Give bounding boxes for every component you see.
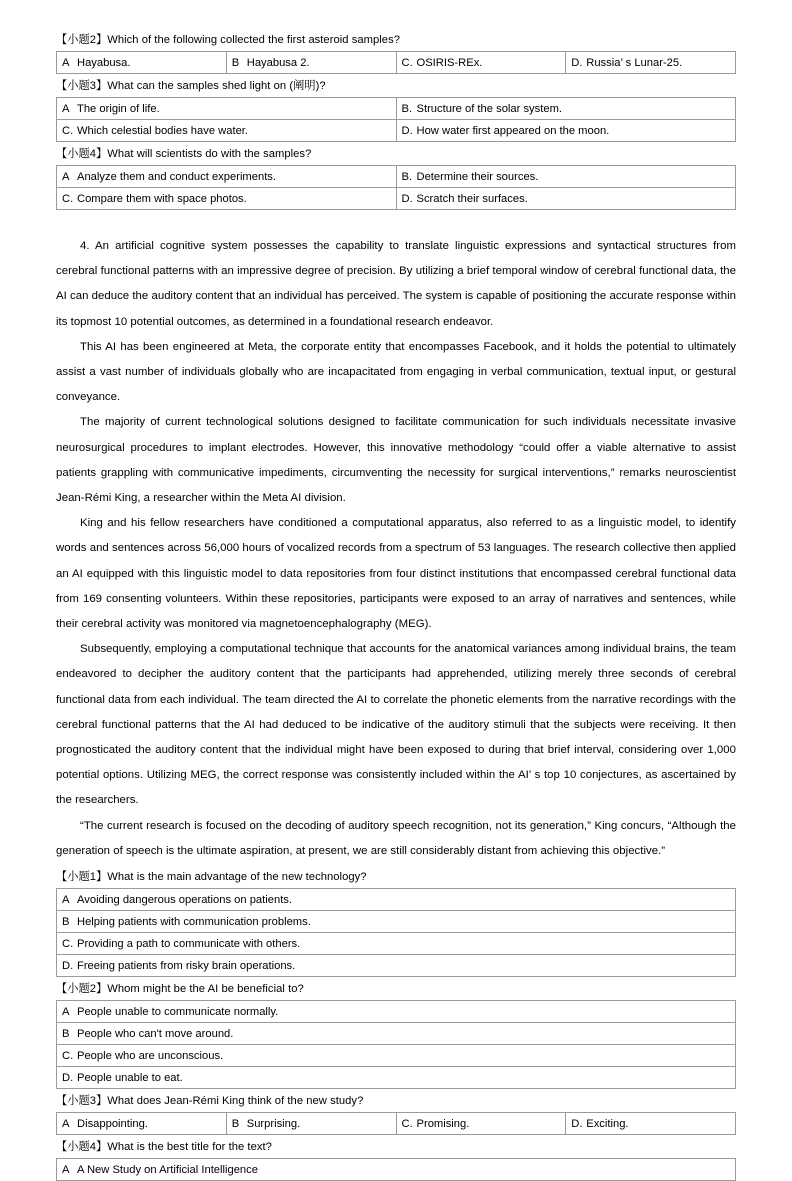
option-text: Disappointing. <box>77 1117 148 1130</box>
option-cell[interactable] <box>57 52 227 74</box>
option-label: B. <box>401 102 413 115</box>
table-row <box>57 188 736 210</box>
option-label: B <box>62 1027 70 1040</box>
passage-paragraph: The majority of current technological solutions designed to facilitate communication for such individuals necessitate invasive neurosurgical procedures to implant electrodes. However, this innovative methodology “could offer a viable alternative to assist patients grappling with communicative impediments, circumventing the necessity for surgical interventions,” remarks neuroscientist Jean-Rémi King, a researcher within the Meta AI division. <box>56 416 736 505</box>
option-cell[interactable] <box>396 52 566 74</box>
option-label: C. <box>62 124 74 137</box>
table-row <box>57 52 736 74</box>
passage-paragraph: This AI has been engineered at Meta, the corporate entity that encompasses Facebook, and it holds the potential to ultimately assist a vast number of individuals globally who are incapacitated from engaging in verbal communication, textual input, or gestural conveyance. <box>56 340 736 404</box>
option-cell[interactable] <box>566 1113 736 1135</box>
option-text: Freeing patients from risky brain operations. <box>77 959 296 972</box>
passage-paragraph: King and his fellow researchers have conditioned a computational apparatus, also referred to as a linguistic model, to identify words and sentences across 56,000 hours of vocalized records from a spectrum of 53 languages. The research collective then applied an AI equipped with this linguistic model to data repositories from four distinct institutions that encompassed cerebral functional data from 169 consenting volunteers. Within these repositories, participants were exposed to an array of narratives and sentences, while their cerebral activity was monitored via magnetoencephalography (MEG). <box>56 517 736 631</box>
option-label: A <box>62 1005 70 1018</box>
table-row <box>57 1023 736 1045</box>
option-cell[interactable] <box>396 1113 566 1135</box>
table-row <box>57 166 736 188</box>
question-stem: 【小题4】What is the best title for the text? <box>56 1141 272 1154</box>
option-text: Russia’ s Lunar-25. <box>586 56 683 69</box>
option-cell[interactable] <box>57 166 397 188</box>
option-label: A <box>62 102 70 115</box>
option-cell[interactable] <box>57 1001 736 1023</box>
option-text: Exciting. <box>586 1117 629 1130</box>
table-row <box>57 1113 736 1135</box>
option-label: C. <box>401 1117 413 1130</box>
option-cell[interactable] <box>396 166 736 188</box>
question-stem: 【小题3】What can the samples shed light on (阐明)? <box>56 80 326 92</box>
option-cell[interactable] <box>57 933 736 955</box>
option-label: D. <box>62 959 74 972</box>
option-label: D. <box>571 56 583 69</box>
option-cell[interactable] <box>57 955 736 977</box>
top-question-block <box>56 30 736 210</box>
option-label: A <box>62 170 70 183</box>
passage-paragraph: Subsequently, employing a computational technique that accounts for the anatomical variances among individual brains, the team endeavored to decipher the auditory content that the participants had apprehended, utilizing merely three seconds of cerebral functional data from each individual. The team directed the AI to correlate the phonetic elements from the narrative recordings with the cerebral functional patterns that the AI had deduced to be indicative of the auditory stimuli that the subjects were receiving. It then prognosticated the auditory content that the individual might have been exposed to during that brief interval, considering over 1,000 potential options. Utilizing MEG, the correct response was consistently included within the AI’ s top 10 conjectures, as ascertained by the researchers. <box>56 643 736 807</box>
option-text: Scratch their surfaces. <box>416 192 528 205</box>
option-cell[interactable] <box>57 1023 736 1045</box>
option-label: A <box>62 56 70 69</box>
table-row <box>57 1067 736 1089</box>
bottom-question-block <box>56 867 736 1181</box>
question-stem: 【小题4】What will scientists do with the samples? <box>56 148 312 160</box>
option-label: B. <box>401 170 413 183</box>
option-text: Surprising. <box>246 1117 301 1130</box>
question-stem: 【小题2】Which of the following collected the first asteroid samples? <box>56 34 400 46</box>
reading-passage <box>56 234 736 864</box>
option-cell[interactable] <box>57 1159 736 1181</box>
option-label: A <box>62 1117 70 1130</box>
table-row <box>57 933 736 955</box>
option-text: People unable to eat. <box>77 1071 183 1084</box>
table-row <box>57 98 736 120</box>
option-text: Compare them with space photos. <box>77 192 247 205</box>
option-label: C. <box>401 56 413 69</box>
table-row <box>57 955 736 977</box>
section-spacer <box>56 212 736 234</box>
option-cell[interactable] <box>396 188 736 210</box>
option-cell[interactable] <box>57 120 397 142</box>
passage-paragraph: “The current research is focused on the decoding of auditory speech recognition, not its generation,” King concurs, “Although the generation of speech is the ultimate aspiration, at present, we are still considerably distant from achieving this objective.” <box>56 819 736 857</box>
option-label: B <box>231 1117 240 1130</box>
options-table <box>56 97 736 142</box>
option-cell[interactable] <box>396 120 736 142</box>
options-table <box>56 1158 736 1181</box>
option-cell[interactable] <box>57 188 397 210</box>
option-label: D. <box>401 124 413 137</box>
option-text: OSIRIS-REx. <box>416 56 483 69</box>
option-cell[interactable] <box>57 1045 736 1067</box>
table-row <box>57 1159 736 1181</box>
option-cell[interactable] <box>57 98 397 120</box>
options-table <box>56 888 736 977</box>
table-row <box>57 120 736 142</box>
table-row <box>57 911 736 933</box>
option-cell[interactable] <box>57 911 736 933</box>
option-cell[interactable] <box>57 889 736 911</box>
option-text: Helping patients with communication problems. <box>77 915 311 928</box>
option-label: B <box>231 56 240 69</box>
options-table <box>56 1112 736 1135</box>
option-cell[interactable] <box>226 1113 396 1135</box>
option-label: A <box>62 1163 70 1176</box>
options-table <box>56 51 736 74</box>
option-cell[interactable] <box>396 98 736 120</box>
option-label: C. <box>62 192 74 205</box>
option-label: C. <box>62 937 74 950</box>
option-text: Analyze them and conduct experiments. <box>77 170 276 183</box>
option-label: C. <box>62 1049 74 1062</box>
table-row <box>57 1045 736 1067</box>
question-stem: 【小题2】Whom might be the AI be beneficial to? <box>56 983 304 996</box>
option-label: D. <box>571 1117 583 1130</box>
options-table <box>56 1000 736 1089</box>
option-label: D. <box>62 1071 74 1084</box>
option-text: Determine their sources. <box>416 170 539 183</box>
option-label: D. <box>401 192 413 205</box>
option-text: Promising. <box>416 1117 470 1130</box>
option-text: How water first appeared on the moon. <box>416 124 610 137</box>
option-cell[interactable] <box>57 1113 227 1135</box>
option-cell[interactable] <box>566 52 736 74</box>
table-row <box>57 889 736 911</box>
table-row <box>57 1001 736 1023</box>
option-text: Hayabusa 2. <box>246 56 310 69</box>
question-stem: 【小题3】What does Jean-Rémi King think of the new study? <box>56 1095 364 1108</box>
option-cell[interactable] <box>57 1067 736 1089</box>
option-text: Which celestial bodies have water. <box>77 124 249 137</box>
option-text: People who are unconscious. <box>77 1049 224 1062</box>
option-text: Providing a path to communicate with others. <box>77 937 301 950</box>
option-text: People who can't move around. <box>77 1027 234 1040</box>
option-label: B <box>62 915 70 928</box>
option-label: A <box>62 893 70 906</box>
passage-paragraph: 4. An artificial cognitive system possesses the capability to translate linguistic expressions and syntactical structures from cerebral functional patterns with an impressive degree of precision. By utilizing a brief temporal window of cerebral functional data, the AI can deduce the auditory content that an individual has perceived. The system is capable of positioning the accurate response within its topmost 10 potential outcomes, as determined in a foundational research endeavor. <box>56 240 736 328</box>
option-cell[interactable] <box>226 52 396 74</box>
option-text: Avoiding dangerous operations on patients. <box>77 893 292 906</box>
option-text: Structure of the solar system. <box>416 102 562 115</box>
question-stem: 【小题1】What is the main advantage of the new technology? <box>56 871 367 884</box>
option-text: People unable to communicate normally. <box>77 1005 279 1018</box>
options-table <box>56 165 736 210</box>
option-text: Hayabusa. <box>77 56 131 69</box>
option-text: The origin of life. <box>77 102 160 115</box>
option-text: A New Study on Artificial Intelligence <box>77 1163 258 1176</box>
